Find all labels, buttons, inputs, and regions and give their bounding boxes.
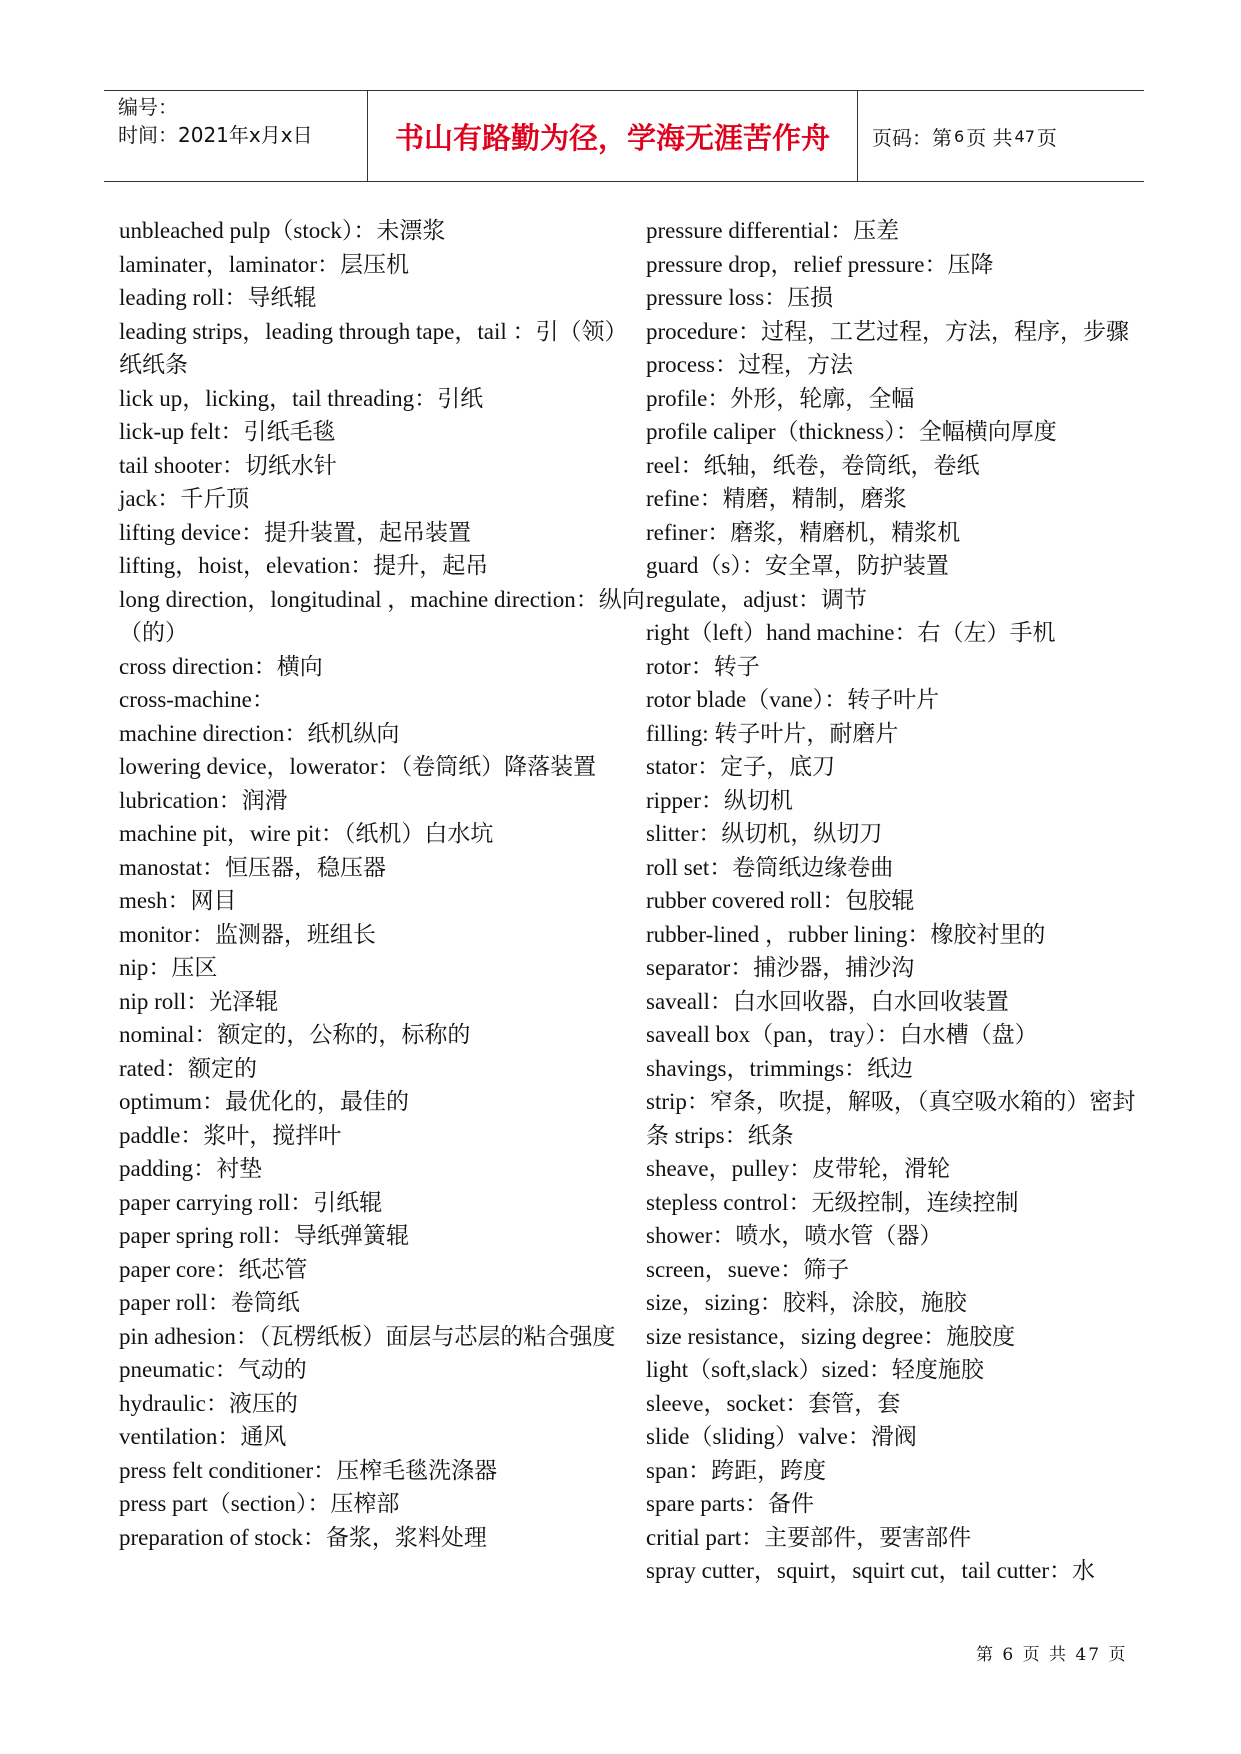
glossary-entry: regulate，adjust：调节 (646, 586, 868, 612)
glossary-entry: lick-up felt：引纸毛毯 (119, 419, 336, 444)
glossary-entry: machine direction：纸机纵向 (119, 720, 400, 746)
glossary-entry: rotor blade（vane）：转子叶片 (646, 687, 940, 712)
glossary-entry: preparation of stock：备浆，浆料处理 (119, 1524, 487, 1550)
glossary-entry: shower：喷水，喷水管（器） (646, 1223, 943, 1248)
glossary-entry: size resistance，sizing degree：施胶度 (646, 1323, 1016, 1349)
glossary-entry: press felt conditioner：压榨毛毯洗涤器 (119, 1457, 498, 1483)
glossary-entry: pressure drop，relief pressure：压降 (646, 251, 994, 277)
glossary-entry: saveall box（pan，tray）：白水槽（盘） (646, 1022, 1038, 1047)
glossary-entry: nominal：额定的，公称的，标称的 (119, 1022, 471, 1047)
page-footer: 第 6 页 共 47 页 (976, 1645, 1128, 1665)
glossary-entry: lifting，hoist，elevation：提升，起吊 (119, 553, 489, 578)
page-prefix: 页码：第 (872, 125, 952, 150)
glossary-entry: laminater，laminator：层压机 (119, 251, 409, 277)
glossary-entry: rubber covered roll：包胶辊 (646, 888, 915, 913)
document-number-label: 编号： (118, 95, 178, 119)
glossary-entry: process：过程，方法 (646, 352, 853, 377)
glossary-entry: rated：额定的 (119, 1055, 257, 1081)
glossary-entry: lowering device，lowerator：（卷筒纸）降落装置 (119, 754, 597, 779)
glossary-entry: procedure：过程，工艺过程，方法，程序，步骤 (646, 318, 1129, 344)
glossary-entry: profile：外形，轮廓，全幅 (646, 385, 915, 411)
glossary-entry: stator：定子，底刀 (646, 754, 836, 779)
glossary-entry: nip：压区 (119, 955, 218, 980)
glossary-entry: paper core：纸芯管 (119, 1256, 308, 1282)
glossary-entry: hydraulic：液压的 (119, 1390, 298, 1416)
glossary-entry: saveall：白水回收器，白水回收装置 (646, 988, 1009, 1014)
glossary-entry: stepless control：无级控制，连续控制 (646, 1189, 1019, 1215)
glossary-entry: separator：捕沙器，捕沙沟 (646, 955, 915, 980)
glossary-entry: reel：纸轴，纸卷，卷筒纸，卷纸 (646, 452, 980, 478)
header-motto: 书山有路勤为径，学海无涯苦作舟 (368, 91, 858, 181)
glossary-entry: machine pit，wire pit：（纸机）白水坑 (119, 821, 494, 846)
page-header (104, 90, 1144, 182)
glossary-entry: mesh：网目 (119, 888, 237, 913)
glossary-entry: monitor：监测器，班组长 (119, 921, 376, 947)
glossary-entry: lick up，licking，tail threading：引纸 (119, 385, 484, 411)
glossary-entry: leading strips，leading through tape，tail ：引（领）纸纸条 (119, 318, 628, 377)
glossary-entry: profile caliper（thickness）：全幅横向厚度 (646, 419, 1057, 444)
glossary-entry: slide（sliding）valve：滑阀 (646, 1424, 917, 1449)
glossary-entry: manostat：恒压器，稳压器 (119, 854, 387, 880)
glossary-entry: long direction，longitudinal ，machine direction：纵向（的） (119, 586, 645, 645)
glossary-entry: spare parts：备件 (646, 1491, 814, 1516)
glossary-entry: pneumatic：气动的 (119, 1357, 307, 1382)
page-total: 47 (1014, 126, 1035, 146)
document-time: 时间：2021年x月x日 (118, 123, 313, 147)
page-current: 6 (954, 126, 965, 146)
glossary-entry: tail shooter：切纸水针 (119, 452, 337, 478)
glossary-entry: right（left）hand machine：右（左）手机 (646, 620, 1056, 645)
glossary-entry: sleeve，socket：套管，套 (646, 1390, 901, 1416)
glossary-entry: guard（s）：安全罩，防护装置 (646, 553, 949, 578)
glossary-entry: paper roll：卷筒纸 (119, 1290, 300, 1315)
glossary-entry: unbleached pulp（stock）：未漂浆 (119, 218, 446, 243)
glossary-entry: paddle：浆叶，搅拌叶 (119, 1122, 342, 1148)
glossary-entry: lubrication：润滑 (119, 787, 288, 813)
page-mid: 页 共 (966, 125, 1013, 150)
glossary-entry: optimum：最优化的，最佳的 (119, 1089, 410, 1114)
glossary-entry: refiner：磨浆，精磨机，精浆机 (646, 519, 961, 545)
glossary-entry: leading roll：导纸辊 (119, 285, 317, 310)
glossary-entry: press part（section）：压榨部 (119, 1491, 400, 1516)
glossary-entry: paper carrying roll：引纸辊 (119, 1189, 383, 1215)
page-suffix: 页 (1036, 125, 1057, 150)
glossary-entry: pressure differential：压差 (646, 218, 900, 243)
glossary-entry: ventilation：通风 (119, 1424, 287, 1449)
glossary-entry: spray cutter，squirt，squirt cut，tail cutter：水 (646, 1558, 1096, 1583)
glossary-entry: strip：窄条，吹提，解吸，（真空吸水箱的）密封条 strips：纸条 (646, 1089, 1136, 1148)
glossary-entry: cross-machine： (119, 687, 275, 712)
glossary-entry: paper spring roll：导纸弹簧辊 (119, 1223, 410, 1248)
glossary-entry: rotor：转子 (646, 653, 760, 679)
header-page-info (858, 91, 1144, 181)
glossary-entry: lifting device：提升装置，起吊装置 (119, 519, 471, 545)
glossary-left-column (119, 214, 649, 1554)
glossary-entry: padding：衬垫 (119, 1156, 263, 1181)
glossary-entry: pressure loss：压损 (646, 285, 834, 310)
glossary-entry: ripper：纵切机 (646, 787, 793, 813)
glossary-entry: screen，sueve：筛子 (646, 1256, 850, 1282)
glossary-entry: cross direction：横向 (119, 653, 323, 679)
glossary-entry: rubber-lined ，rubber lining：橡胶衬里的 (646, 921, 1046, 947)
glossary-entry: jack：千斤顶 (119, 486, 250, 511)
glossary-entry: filling: 转子叶片，耐磨片 (646, 720, 899, 746)
glossary-right-column (646, 214, 1156, 1588)
glossary-entry: span：跨距，跨度 (646, 1457, 827, 1483)
glossary-entry: light（soft,slack）sized：轻度施胶 (646, 1357, 984, 1382)
glossary-entry: slitter：纵切机，纵切刀 (646, 821, 883, 846)
glossary-entry: critial part：主要部件，要害部件 (646, 1524, 972, 1550)
glossary-entry: sheave，pulley：皮带轮，滑轮 (646, 1156, 951, 1181)
glossary-entry: roll set：卷筒纸边缘卷曲 (646, 854, 894, 880)
glossary-entry: nip roll：光泽辊 (119, 988, 279, 1014)
header-info-cell (104, 91, 368, 181)
glossary-entry: size，sizing：胶料，涂胶，施胶 (646, 1290, 967, 1315)
glossary-entry: refine：精磨，精制，磨浆 (646, 486, 907, 511)
glossary-entry: pin adhesion：（瓦楞纸板）面层与芯层的粘合强度 (119, 1323, 616, 1349)
glossary-entry: shavings，trimmings：纸边 (646, 1055, 914, 1081)
